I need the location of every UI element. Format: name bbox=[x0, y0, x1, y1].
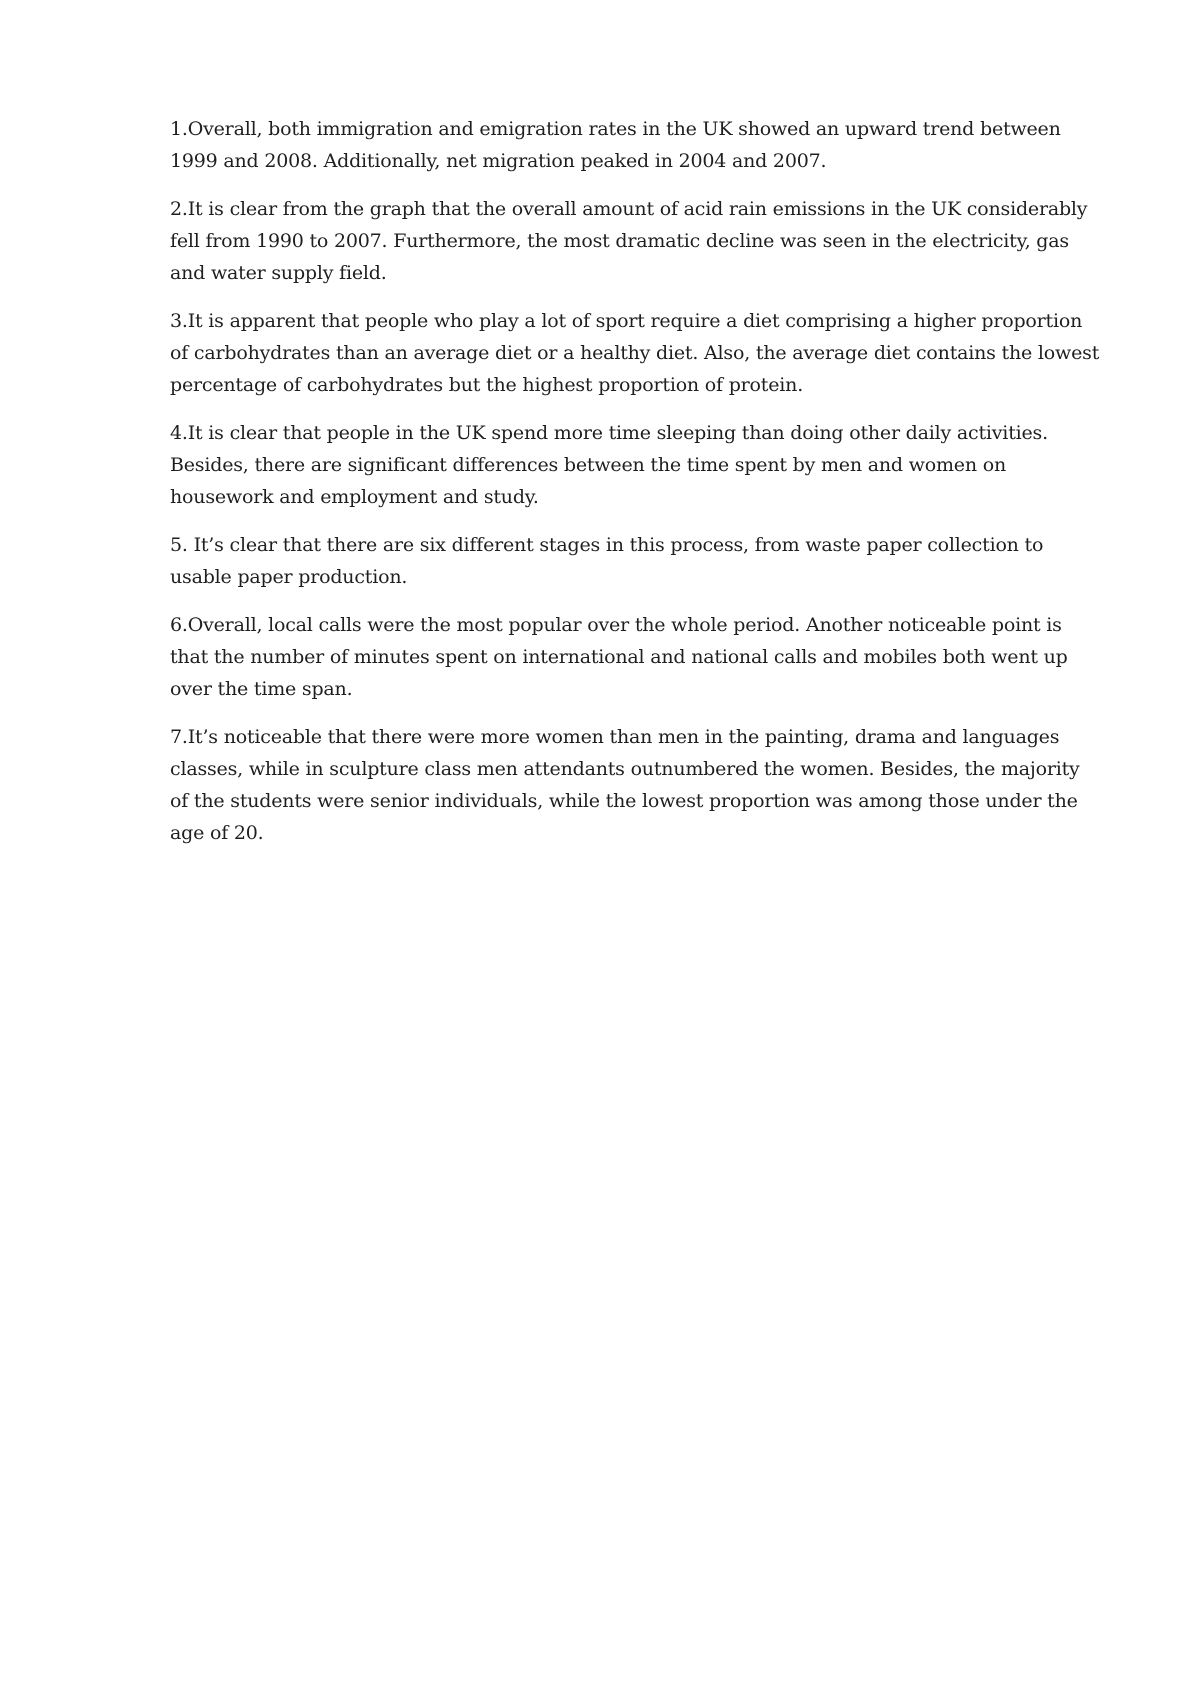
paragraph-5: 5. It’s clear that there are six different stages in this process, from waste paper collection to usable paper production. bbox=[170, 534, 1044, 588]
paragraph-2: 2.It is clear from the graph that the overall amount of acid rain emissions in the UK considerably fell from 1990 to 2007. Furthermore, the most dramatic decline was seen in the electricity, gas and water supply field. bbox=[170, 198, 1088, 284]
document-body bbox=[170, 113, 1100, 865]
paragraph-3: 3.It is apparent that people who play a lot of sport require a diet comprising a higher proportion of carbohydrates than an average diet or a healthy diet. Also, the average diet contains the lowest percentage of carbohydrates but the highest proportion of protein. bbox=[170, 310, 1100, 396]
paragraph-4: 4.It is clear that people in the UK spend more time sleeping than doing other daily activities. Besides, there are significant differences between the time spent by men and women on housework and employment and study. bbox=[170, 422, 1048, 508]
paragraph-7: 7.It’s noticeable that there were more women than men in the painting, drama and languages classes, while in sculpture class men attendants outnumbered the women. Besides, the majority of the students were senior individuals, while the lowest proportion was among those under the age of 20. bbox=[170, 726, 1080, 844]
paragraph-1: 1.Overall, both immigration and emigration rates in the UK showed an upward trend between 1999 and 2008. Additionally, net migration peaked in 2004 and 2007. bbox=[170, 118, 1061, 172]
paragraph-6: 6.Overall, local calls were the most popular over the whole period. Another noticeable point is that the number of minutes spent on international and national calls and mobiles both went up over the time span. bbox=[170, 614, 1068, 700]
